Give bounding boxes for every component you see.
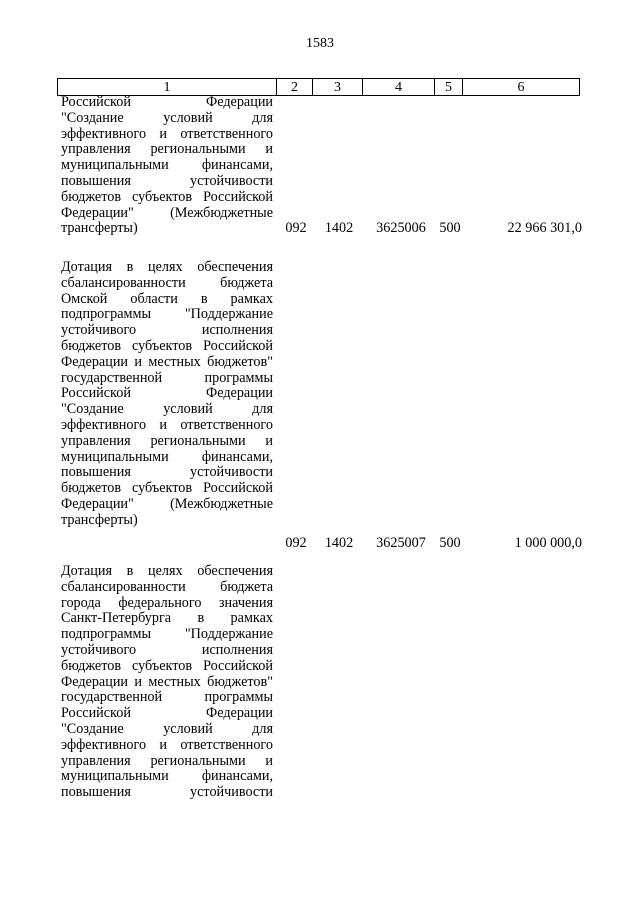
description-line: управления региональными и xyxy=(61,752,273,769)
description-line: сбалансированности бюджета xyxy=(61,578,273,595)
description-line: Омской области в рамках xyxy=(61,290,273,307)
description-line: эффективного и ответственного xyxy=(61,125,273,142)
description-line: подпрограммы "Поддержание xyxy=(61,626,273,643)
column-header-2: 2 xyxy=(277,79,313,96)
description-line: трансферты) xyxy=(61,220,138,237)
section-code: 1402 xyxy=(324,535,354,551)
description-line: муниципальными финансами, xyxy=(61,768,273,785)
description-line: Федерации" (Межбюджетные xyxy=(61,204,273,221)
column-header-3: 3 xyxy=(313,79,363,96)
section-code: 1402 xyxy=(324,220,354,236)
description-line: государственной программы xyxy=(61,369,273,386)
column-header-5: 5 xyxy=(435,79,463,96)
description-line: эффективного и ответственного xyxy=(61,736,273,753)
description-line: сбалансированности бюджета xyxy=(61,274,273,291)
column-header-6: 6 xyxy=(463,79,580,96)
target-article-code: 3625006 xyxy=(376,220,426,236)
description-line: Российской Федерации xyxy=(61,385,273,402)
description-line: Федерации" (Межбюджетные xyxy=(61,495,273,512)
description-line: подпрограммы "Поддержание xyxy=(61,306,273,323)
description-line: повышения устойчивости xyxy=(61,464,273,481)
description-line: Дотация в целях обеспечения xyxy=(61,563,273,579)
ministry-code: 092 xyxy=(285,220,307,236)
description-line: Дотация в целях обеспечения xyxy=(61,259,273,275)
description-line: устойчивого исполнения xyxy=(61,641,273,658)
column-header-1: 1 xyxy=(58,79,277,96)
description-line: повышения устойчивости xyxy=(61,172,273,189)
row-description xyxy=(61,260,273,529)
expense-type-code: 500 xyxy=(439,535,461,551)
amount: 1 000 000,0 xyxy=(514,535,582,551)
description-line: Российской Федерации xyxy=(61,705,273,722)
row-description xyxy=(61,95,273,237)
description-line: муниципальными финансами, xyxy=(61,448,273,465)
description-line: Санкт-Петербурга в рамках xyxy=(61,610,273,627)
description-line: государственной программы xyxy=(61,689,273,706)
description-line: Российской Федерации xyxy=(61,94,273,110)
ministry-code: 092 xyxy=(285,535,307,551)
description-line: бюджетов субъектов Российской xyxy=(61,337,273,354)
description-line: трансферты) xyxy=(61,511,138,528)
description-line: бюджетов субъектов Российской xyxy=(61,657,273,674)
description-line: муниципальными финансами, xyxy=(61,157,273,174)
row-description xyxy=(61,564,273,801)
description-line: управления региональными и xyxy=(61,141,273,158)
description-line: "Создание условий для xyxy=(61,109,273,126)
description-line: управления региональными и xyxy=(61,432,273,449)
description-line: бюджетов субъектов Российской xyxy=(61,480,273,497)
amount: 22 966 301,0 xyxy=(507,220,582,236)
description-line: повышения устойчивости xyxy=(61,784,273,801)
description-line: города федерального значения xyxy=(61,594,273,611)
description-line: "Создание условий для xyxy=(61,401,273,418)
description-line: устойчивого исполнения xyxy=(61,322,273,339)
column-header-4: 4 xyxy=(363,79,435,96)
description-line: "Создание условий для xyxy=(61,720,273,737)
description-line: Федерации и местных бюджетов" xyxy=(61,673,273,690)
description-line: Федерации и местных бюджетов" xyxy=(61,353,273,370)
expense-type-code: 500 xyxy=(439,220,461,236)
target-article-code: 3625007 xyxy=(376,535,426,551)
description-line: бюджетов субъектов Российской xyxy=(61,188,273,205)
description-line: эффективного и ответственного xyxy=(61,416,273,433)
page-number: 1583 xyxy=(306,36,334,51)
